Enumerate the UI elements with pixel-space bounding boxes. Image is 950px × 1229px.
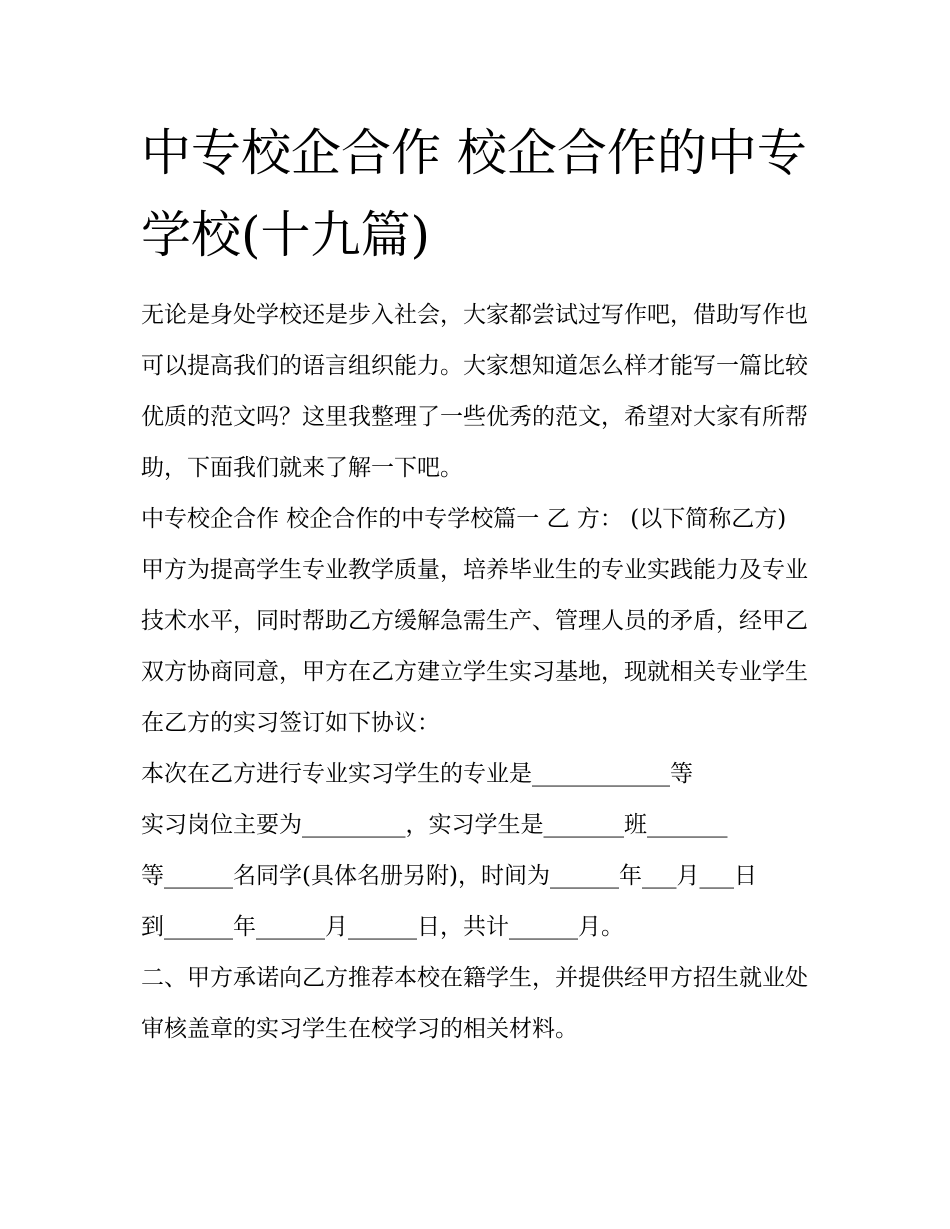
fill-in-line-end-date: 到______年______月______日，共计______月。 xyxy=(141,914,624,940)
fill-in-line-position: 实习岗位主要为_________，实习学生是_______班_______ xyxy=(141,812,728,838)
document-body xyxy=(141,112,813,1055)
fill-in-line-major: 本次在乙方进行专业实习学生的专业是____________等 xyxy=(141,761,693,787)
fill-in-line-students-date: 等______名同学(具体名册另附)，时间为______年___月___日 xyxy=(141,863,757,889)
intro-paragraph: 无论是身处学校还是步入社会，大家都尝试过写作吧，借助写作也可以提高我们的语言组织能力。大家想知道怎么样才能写一篇比较优质的范文吗？这里我整理了一些优秀的范文，希望对大家有所帮助，下面我们就来了解一下吧。 xyxy=(141,302,808,481)
agreement-purpose-paragraph: 甲方为提高学生专业教学质量，培养毕业生的专业实践能力及专业技术水平，同时帮助乙方缓解急需生产、管理人员的矛盾，经甲乙双方协商同意，甲方在乙方建立学生实习基地，现就相关专业学生在乙方的实习签订如下协议： xyxy=(141,557,808,736)
clause-two-paragraph: 二、甲方承诺向乙方推荐本校在籍学生，并提供经甲方招生就业处审核盖章的实习学生在校学习的相关材料。 xyxy=(141,965,808,1042)
document-title: 中专校企合作 校企合作的中专学校(十九篇) xyxy=(141,124,807,264)
section-heading-paragraph: 中专校企合作 校企合作的中专学校篇一 乙 方： (以下简称乙方) xyxy=(141,506,787,532)
